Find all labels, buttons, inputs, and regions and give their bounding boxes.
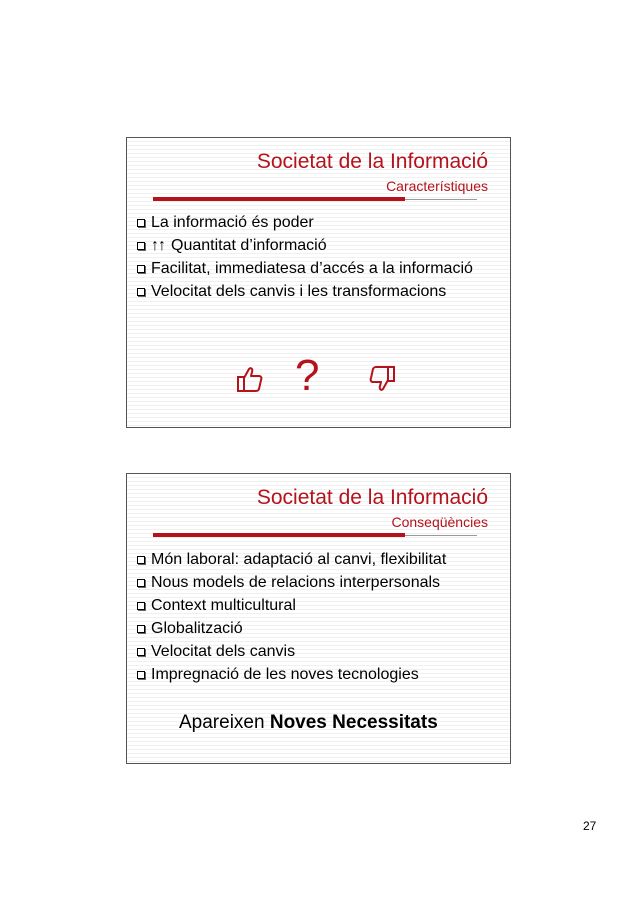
thumbs-down-icon — [367, 364, 397, 398]
checkbox-bullet-icon — [137, 242, 145, 250]
slide-consequencies — [126, 473, 511, 764]
list-item: Globalització — [137, 617, 502, 640]
title-underline-thin — [405, 535, 477, 536]
checkbox-bullet-icon — [137, 625, 145, 633]
page-number: 27 — [583, 819, 597, 833]
title-underline-red — [153, 533, 405, 537]
checkbox-bullet-icon — [137, 265, 145, 273]
checkbox-bullet-icon — [137, 602, 145, 610]
list-item: Món laboral: adaptació al canvi, flexibilitat — [137, 548, 502, 571]
checkbox-bullet-icon — [137, 648, 145, 656]
list-item: Velocitat dels canvis i les transformacions — [137, 280, 502, 303]
title-underline-thin — [405, 199, 477, 200]
question-mark: ? — [295, 351, 320, 400]
conclusion-text: Apareixen Noves Necessitats — [179, 712, 438, 733]
bullet-list — [137, 548, 502, 686]
list-item: Velocitat dels canvis — [137, 640, 502, 663]
symbols-row — [127, 352, 510, 402]
list-item: Nous models de relacions interpersonals — [137, 571, 502, 594]
checkbox-bullet-icon — [137, 219, 145, 227]
conclusion-emphasis: Noves Necessitats — [269, 712, 438, 733]
thumbs-up-icon — [235, 364, 265, 398]
list-item: La informació és poder — [137, 211, 502, 234]
slide-title: Societat de la Informació — [256, 150, 488, 173]
bullet-list — [137, 211, 502, 303]
slide-title: Societat de la Informació — [256, 486, 488, 509]
list-item: Impregnació de les noves tecnologies — [137, 663, 502, 686]
slide-subtitle: Característiques — [386, 178, 488, 194]
slide-caracteristiques — [126, 137, 511, 428]
title-underline-red — [153, 197, 405, 201]
checkbox-bullet-icon — [137, 556, 145, 564]
list-item: Facilitat, immediatesa d’accés a la informació — [137, 257, 502, 280]
checkbox-bullet-icon — [137, 671, 145, 679]
checkbox-bullet-icon — [137, 579, 145, 587]
checkbox-bullet-icon — [137, 288, 145, 296]
slide-subtitle: Conseqüències — [391, 514, 488, 530]
list-item: ↑↑ Quantitat d’informació — [137, 234, 502, 257]
up-arrows-icon: ↑↑ — [151, 237, 165, 254]
list-item: Context multicultural — [137, 594, 502, 617]
